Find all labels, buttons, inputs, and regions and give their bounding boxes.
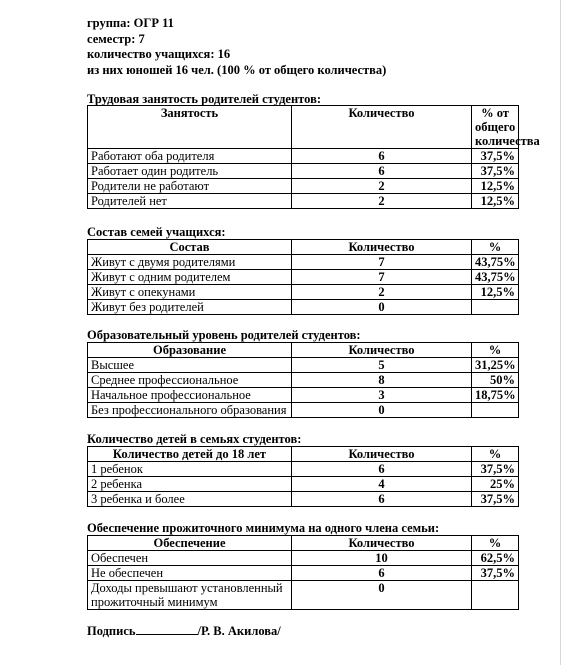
table-row xyxy=(88,194,519,209)
table-cell: 1 ребенок xyxy=(88,462,292,477)
table-header-row xyxy=(88,536,519,551)
signature-blank xyxy=(136,624,198,635)
table-cell: Живут с опекунами xyxy=(88,285,292,300)
table-cell: 25% xyxy=(472,477,519,492)
column-header: Занятость xyxy=(88,106,292,149)
table-cell: 2 xyxy=(292,179,472,194)
table-row xyxy=(88,285,519,300)
table-row xyxy=(88,566,519,581)
table-cell: 37,5% xyxy=(472,462,519,477)
table-cell: 62,5% xyxy=(472,551,519,566)
table-cell: 2 xyxy=(292,194,472,209)
signatory-name: /Р. В. Акилова/ xyxy=(197,624,281,638)
table-cell: 6 xyxy=(292,492,472,507)
students-count-line: количество учащихся: 16 xyxy=(87,47,231,61)
table-row xyxy=(88,164,519,179)
table-row xyxy=(88,300,519,315)
table-header-row xyxy=(88,343,519,358)
employment-table xyxy=(87,105,540,209)
table-cell: 31,25% xyxy=(472,358,519,373)
table-row xyxy=(88,403,519,418)
column-header: Количество xyxy=(292,447,472,462)
column-header: Состав xyxy=(88,240,292,255)
table-cell: 2 xyxy=(292,285,472,300)
table-row xyxy=(88,492,519,507)
table-cell: 3 xyxy=(292,388,472,403)
table-cell: Не обеспечен xyxy=(88,566,292,581)
column-header: % xyxy=(472,343,519,358)
table-cell: 5 xyxy=(292,358,472,373)
table-cell: 6 xyxy=(292,164,472,179)
table-row xyxy=(88,179,519,194)
column-header: % xyxy=(472,536,519,551)
table-cell: 0 xyxy=(292,403,472,418)
children-title: Количество детей в семьях студентов: xyxy=(87,432,302,446)
table-cell xyxy=(472,300,519,315)
boys-count-line: из них юношей 16 чел. (100 % от общего количества) xyxy=(87,62,387,77)
table-cell: Живут без родителей xyxy=(88,300,292,315)
table-cell: 12,5% xyxy=(472,194,519,209)
children-table xyxy=(87,446,519,507)
table-cell: 37,5% xyxy=(472,566,519,581)
table-row xyxy=(88,255,519,270)
group-line: группа: ОГР 11 xyxy=(87,16,174,30)
table-row xyxy=(88,270,519,285)
table-cell: Без профессионального образования xyxy=(88,403,292,418)
family-table xyxy=(87,239,519,315)
table-cell: 37,5% xyxy=(472,492,519,507)
subsistence-table xyxy=(87,535,519,610)
table-row xyxy=(88,373,519,388)
table-cell: 0 xyxy=(292,581,472,610)
column-header: Обеспечение xyxy=(88,536,292,551)
table-cell: Живут с двумя родителями xyxy=(88,255,292,270)
table-cell: 4 xyxy=(292,477,472,492)
table-cell: Работает один родитель xyxy=(88,164,292,179)
table-cell: 37,5% xyxy=(472,164,519,179)
table-cell: 6 xyxy=(292,566,472,581)
table-cell: 7 xyxy=(292,255,472,270)
table-header-row xyxy=(88,447,519,462)
table-row xyxy=(88,462,519,477)
table-cell: 50% xyxy=(472,373,519,388)
table-row xyxy=(88,477,519,492)
table-cell: Работают оба родителя xyxy=(88,149,292,164)
table-cell: Высшее xyxy=(88,358,292,373)
table-cell: Родителей нет xyxy=(88,194,292,209)
table-cell xyxy=(472,581,519,610)
table-header-row xyxy=(88,106,519,149)
table-header-row xyxy=(88,240,519,255)
table-cell: 43,75% xyxy=(472,270,519,285)
column-header: Количество детей до 18 лет xyxy=(88,447,292,462)
table-row xyxy=(88,149,519,164)
column-header: % xyxy=(472,240,519,255)
document-header xyxy=(87,16,386,78)
table-cell: Живут с одним родителем xyxy=(88,270,292,285)
family-title: Состав семей учащихся: xyxy=(87,225,226,239)
table-cell: 6 xyxy=(292,462,472,477)
table-row xyxy=(88,581,519,610)
table-cell: 0 xyxy=(292,300,472,315)
table-row xyxy=(88,551,519,566)
table-cell: 10 xyxy=(292,551,472,566)
table-cell: 8 xyxy=(292,373,472,388)
table-cell: Среднее профессиональное xyxy=(88,373,292,388)
column-header: % от общего количества xyxy=(472,106,519,149)
column-header: Количество xyxy=(292,240,472,255)
table-cell: 12,5% xyxy=(472,285,519,300)
column-header: Количество xyxy=(292,343,472,358)
table-cell: Начальное профессиональное xyxy=(88,388,292,403)
table-cell xyxy=(472,403,519,418)
education-title: Образовательный уровень родителей студентов: xyxy=(87,328,361,342)
semester-line: семестр: 7 xyxy=(87,31,145,46)
column-header: Образование xyxy=(88,343,292,358)
table-cell: 7 xyxy=(292,270,472,285)
signature-label: Подпись xyxy=(87,624,136,638)
signature-line xyxy=(87,624,281,639)
table-cell: Обеспечен xyxy=(88,551,292,566)
table-cell: 12,5% xyxy=(472,179,519,194)
table-cell: 37,5% xyxy=(472,149,519,164)
column-header: % xyxy=(472,447,519,462)
table-cell: Родители не работают xyxy=(88,179,292,194)
table-row xyxy=(88,388,519,403)
column-header: Количество xyxy=(292,106,472,149)
table-cell: 6 xyxy=(292,149,472,164)
education-table xyxy=(87,342,519,418)
table-cell: 2 ребенка xyxy=(88,477,292,492)
table-cell: 3 ребенка и более xyxy=(88,492,292,507)
table-cell: 43,75% xyxy=(472,255,519,270)
subsistence-title: Обеспечение прожиточного минимума на одного члена семьи: xyxy=(87,521,440,535)
table-cell: 18,75% xyxy=(472,388,519,403)
employment-title: Трудовая занятость родителей студентов: xyxy=(87,92,321,106)
column-header: Количество xyxy=(292,536,472,551)
table-cell: Доходы превышают установленный прожиточный минимум xyxy=(88,581,292,610)
table-row xyxy=(88,358,519,373)
